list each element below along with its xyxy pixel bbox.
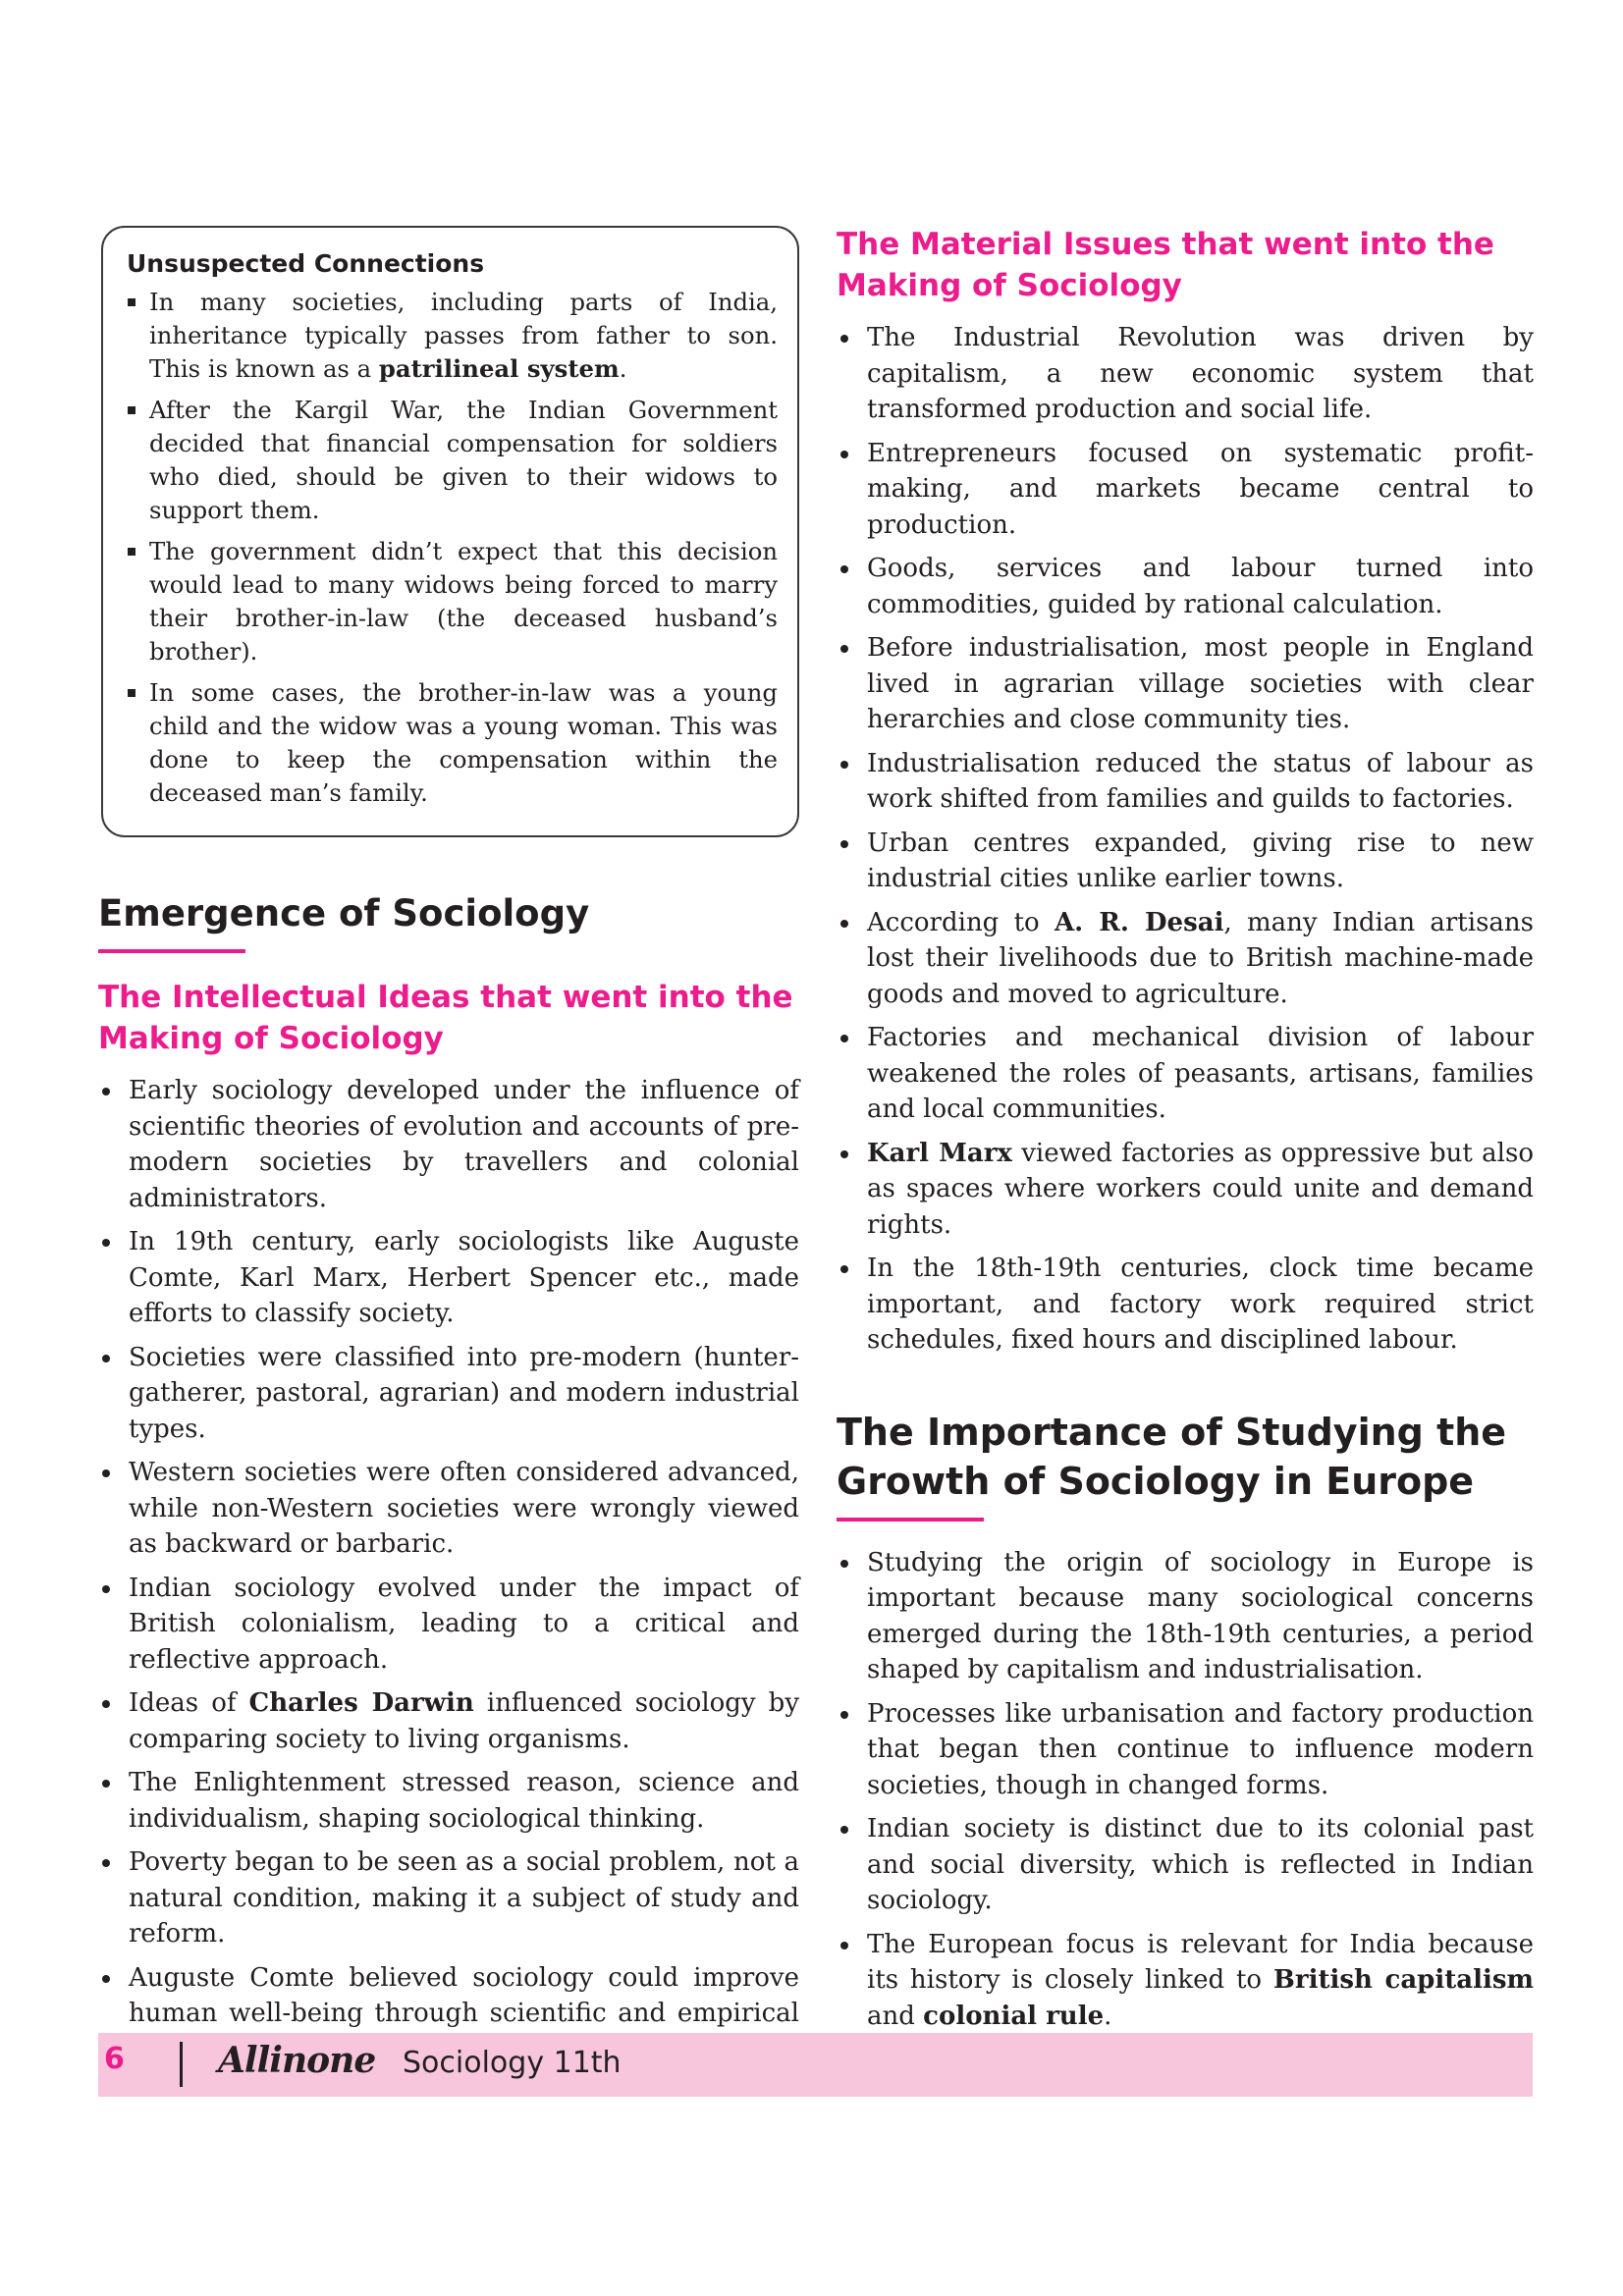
item-text: The Industrial Revolution was driven by capitalism, a new economic system that transformed production and social life. xyxy=(867,323,1534,424)
material-issues-list xyxy=(837,320,1534,1359)
intellectual-ideas-heading: The Intellectual Ideas that went into the Making of Sociology xyxy=(98,980,793,1056)
item-text: Industrialisation reduced the status of labour as work shifted from families and guilds to factories. xyxy=(867,748,1534,814)
list-item xyxy=(98,1224,799,1332)
material-issues-heading: The Material Issues that went into the Making of Sociology xyxy=(837,227,1494,303)
item-text: In the 18th-19th centuries, clock time became important, and factory work required strict schedules, fixed hours and disciplined labour. xyxy=(867,1254,1534,1355)
item-text: Western societies were often considered advanced, while non-Western societies were wrongly viewed as backward or barbaric. xyxy=(129,1458,799,1559)
list-item xyxy=(837,905,1534,1013)
bold-term: Charles Darwin xyxy=(248,1688,474,1718)
item-text: viewed factories as oppressive but also as spaces where workers could unite and demand rights. xyxy=(867,1138,1534,1240)
item-text: . xyxy=(619,354,627,383)
book-title: Sociology 11th xyxy=(403,2046,622,2080)
list-item xyxy=(98,1765,799,1837)
list-item xyxy=(98,1685,799,1757)
intellectual-ideas-list xyxy=(98,1073,799,2067)
item-text: influenced sociology by comparing society to living organisms. xyxy=(129,1688,800,1754)
box-list xyxy=(123,286,778,810)
item-text: The European focus is relevant for India because its history is closely linked to xyxy=(867,1929,1534,1995)
item-text: . xyxy=(1104,2001,1112,2031)
page-number: 6 xyxy=(104,2042,125,2076)
item-text: According to xyxy=(867,907,1055,937)
bold-term: colonial rule xyxy=(923,2001,1105,2031)
item-text: Processes like urbanisation and factory production that began then continue to influence modern societies, though in changed forms. xyxy=(867,1698,1534,1800)
left-column xyxy=(98,226,799,2075)
importance-list xyxy=(837,1545,1534,2035)
list-item xyxy=(123,394,778,527)
right-column xyxy=(837,224,1534,2042)
list-item xyxy=(837,746,1534,818)
emergence-heading: Emergence of Sociology xyxy=(98,892,590,934)
item-text: In many societies, including parts of India, inheritance typically passes from father to son. This is known as a xyxy=(149,288,778,383)
item-text: Before industrialisation, most people in England lived in agrarian village societies with clear herarchies and close community ties. xyxy=(867,633,1534,734)
footer-divider xyxy=(180,2042,183,2087)
list-item xyxy=(837,320,1534,428)
item-text: Studying the origin of sociology in Europe is important because many sociological concerns emerged during the 18th-19th centuries, a period shaped by capitalism and industrialisation. xyxy=(867,1547,1534,1684)
box-title: Unsuspected Connections xyxy=(127,249,485,278)
item-text: Societies were classified into pre-modern (hunter-gatherer, pastoral, agrarian) and modern industrial types. xyxy=(129,1342,799,1444)
bold-term: patrilineal system xyxy=(378,354,620,383)
item-text: The Enlightenment stressed reason, science and individualism, shaping sociological thinking. xyxy=(129,1768,799,1834)
item-text: Ideas of xyxy=(129,1688,249,1718)
importance-heading: The Importance of Studying the Growth of Sociology in Europe xyxy=(837,1410,1507,1503)
list-item xyxy=(837,1251,1534,1359)
item-text: Indian sociology evolved under the impact of British colonialism, leading to a critical and reflective approach. xyxy=(129,1573,799,1675)
list-item xyxy=(98,1455,799,1563)
item-text: Indian society is distinct due to its colonial past and social diversity, which is reflected in Indian sociology. xyxy=(867,1814,1534,1915)
item-text: , many Indian artisans lost their livelihoods due to British machine-made goods and moved to agriculture. xyxy=(867,907,1535,1009)
list-item xyxy=(837,1136,1534,1244)
list-item xyxy=(123,535,778,668)
list-item xyxy=(98,1844,799,1952)
item-text: The government didn’t expect that this decision would lead to many widows being forced to marry their brother-in-law (the deceased husband’s brother). xyxy=(149,537,778,666)
list-item xyxy=(837,436,1534,544)
list-item xyxy=(837,826,1534,897)
item-text: Urban centres expanded, giving rise to new industrial cities unlike earlier towns. xyxy=(867,828,1534,893)
bold-term: Karl Marx xyxy=(867,1138,1012,1168)
list-item xyxy=(123,286,778,386)
item-text: Goods, services and labour turned into commodities, guided by rational calculation. xyxy=(867,554,1534,619)
item-text: In 19th century, early sociologists like Auguste Comte, Karl Marx, Herbert Spencer etc., made efforts to classify society. xyxy=(129,1227,799,1328)
list-item xyxy=(837,1811,1534,1919)
list-item xyxy=(98,1073,799,1216)
heading-underline xyxy=(98,949,245,953)
list-item xyxy=(837,1545,1534,1688)
list-item xyxy=(98,1571,799,1679)
item-text: After the Kargil War, the Indian Government decided that financial compensation for soldiers who died, should be given to their widows to support them. xyxy=(149,396,778,524)
heading-underline xyxy=(837,1518,984,1522)
item-text: In some cases, the brother-in-law was a young child and the widow was a young woman. This was done to keep the compensation within the deceased man’s family. xyxy=(149,678,778,807)
list-item xyxy=(837,1696,1534,1804)
item-text: Auguste Comte believed sociology could improve human well-being through scientific and empirical xyxy=(129,1962,799,2028)
list-item xyxy=(98,1340,799,1448)
item-text: and xyxy=(867,2001,924,2031)
bold-term: A. R. Desai xyxy=(1055,907,1224,937)
list-item xyxy=(837,630,1534,738)
unsuspected-connections-box xyxy=(101,226,799,837)
item-text: Factories and mechanical division of labour weakened the roles of peasants, artisans, families and local communities. xyxy=(867,1023,1534,1124)
list-item xyxy=(837,551,1534,622)
brand-logo: Allinone xyxy=(218,2040,376,2081)
list-item xyxy=(837,1020,1534,1128)
list-item xyxy=(123,676,778,810)
item-text: Poverty began to be seen as a social problem, not a natural condition, making it a subject of study and reform. xyxy=(129,1847,799,1949)
item-text: Early sociology developed under the influence of scientific theories of evolution and accounts of pre-modern societies by travellers and colonial administrators. xyxy=(129,1076,799,1213)
list-item xyxy=(837,1927,1534,2035)
item-text: Entrepreneurs focused on systematic profit-making, and markets became central to production. xyxy=(867,438,1534,540)
bold-term: British capitalism xyxy=(1272,1965,1534,1995)
